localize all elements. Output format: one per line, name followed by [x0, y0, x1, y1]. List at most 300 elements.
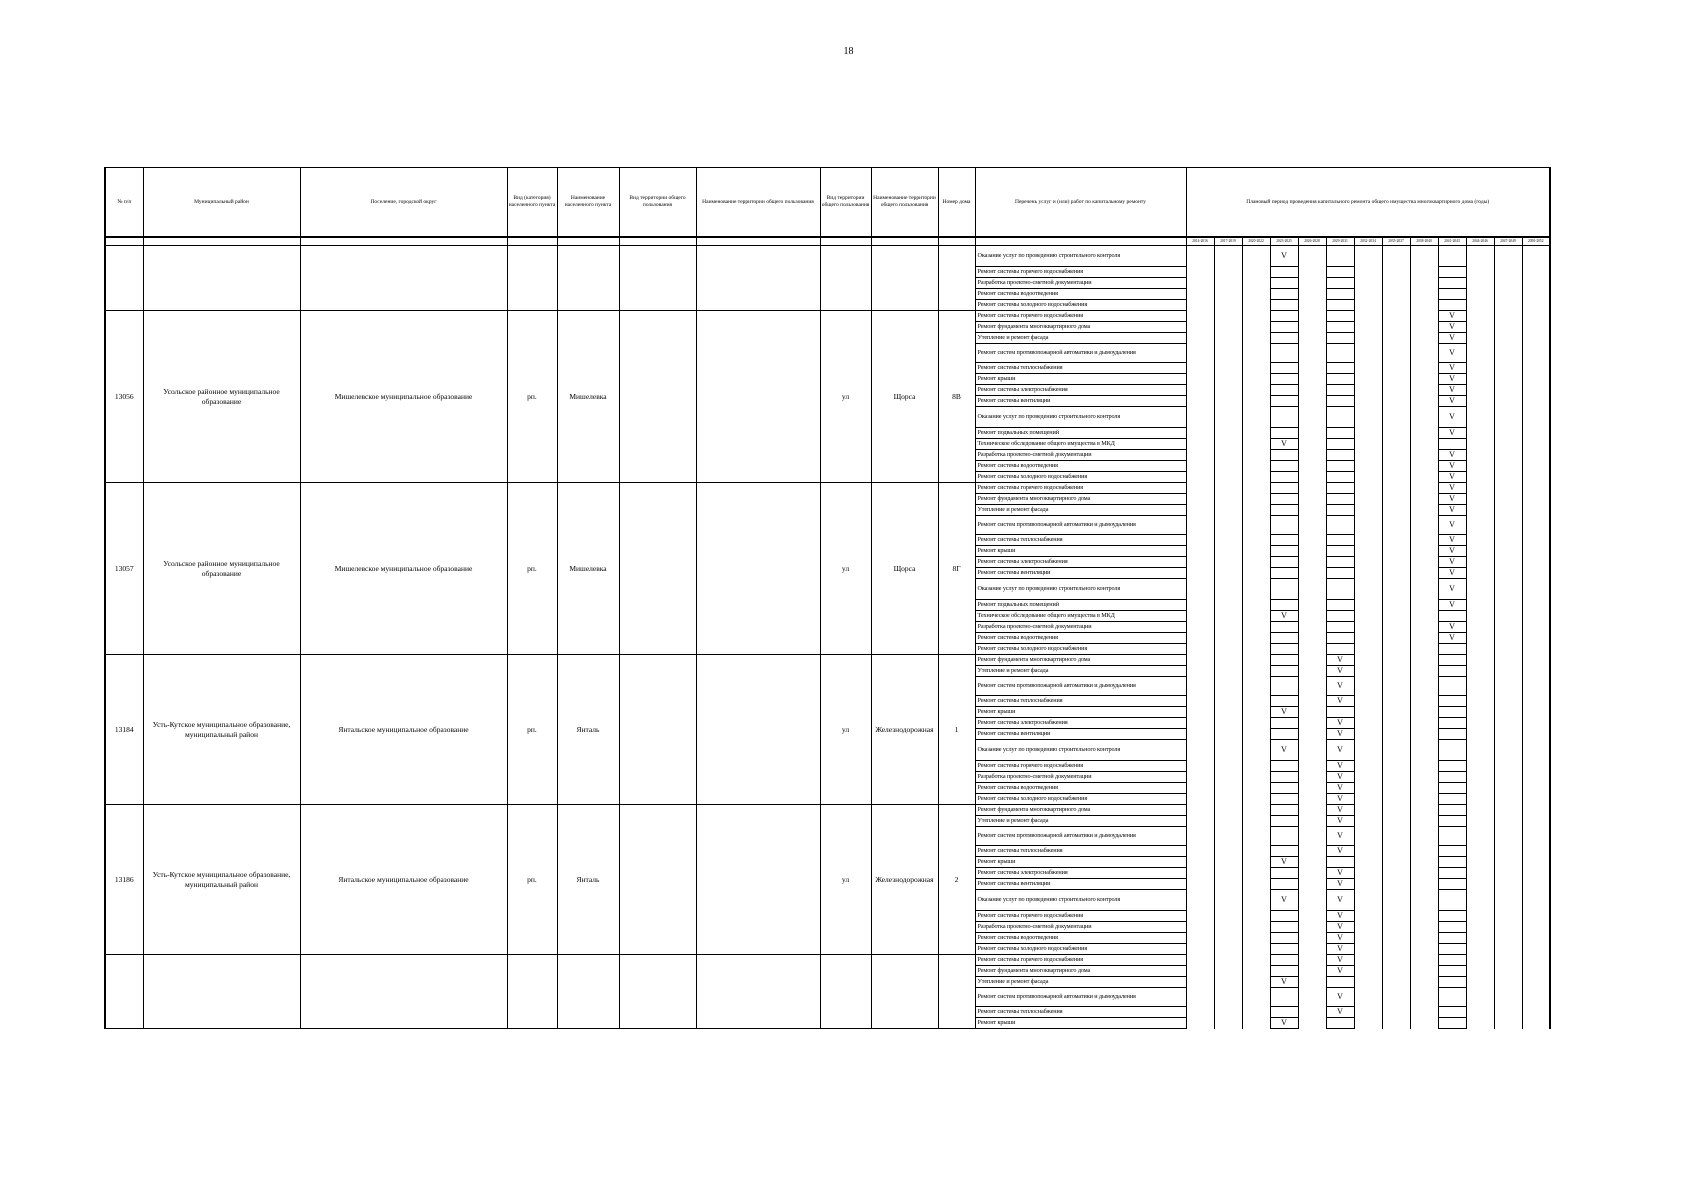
period-mark — [1494, 363, 1522, 374]
period-mark — [1410, 374, 1438, 385]
period-mark — [1186, 278, 1214, 289]
period-mark — [1186, 568, 1214, 579]
period-mark — [1522, 868, 1550, 879]
period-mark — [1298, 933, 1326, 944]
work-item: Ремонт крыши — [975, 857, 1186, 868]
period-mark — [1382, 846, 1410, 857]
period-mark — [1326, 857, 1354, 868]
period-mark — [1298, 707, 1326, 718]
period-mark — [1494, 300, 1522, 311]
period-mark — [1214, 827, 1242, 846]
works-blank — [975, 237, 1186, 246]
period-mark — [1186, 633, 1214, 644]
table-row — [105, 311, 1550, 322]
period-mark — [1354, 289, 1382, 300]
work-item: Ремонт систем противопожарной автоматики и дымоудаления — [975, 516, 1186, 535]
period-mark — [1466, 246, 1494, 267]
period-mark — [1438, 955, 1466, 966]
period-mark — [1522, 546, 1550, 557]
period-mark — [1466, 816, 1494, 827]
cell-house: 8Г — [938, 483, 975, 655]
period-mark — [1410, 333, 1438, 344]
period-mark — [1354, 568, 1382, 579]
period-mark — [1214, 666, 1242, 677]
period-mark — [1494, 761, 1522, 772]
period-mark — [1522, 516, 1550, 535]
work-item: Разработка проектно-сметной документации — [975, 450, 1186, 461]
period-mark — [1466, 677, 1494, 696]
cell-locality-type — [507, 246, 557, 311]
period-mark — [1298, 494, 1326, 505]
work-item: Ремонт системы теплоснабжения — [975, 1007, 1186, 1018]
work-item: Ремонт фундамента многоквартирного дома — [975, 655, 1186, 666]
period-mark — [1186, 611, 1214, 622]
period-mark — [1494, 857, 1522, 868]
period-mark — [1466, 655, 1494, 666]
period-mark — [1186, 450, 1214, 461]
table-row — [105, 655, 1550, 666]
period-mark — [1354, 857, 1382, 868]
period-mark — [1354, 407, 1382, 428]
cell-locality-name — [557, 955, 619, 1029]
period-mark — [1494, 333, 1522, 344]
period-mark: V — [1438, 363, 1466, 374]
period-mark — [1522, 344, 1550, 363]
period-mark — [1298, 505, 1326, 516]
period-mark — [1494, 729, 1522, 740]
period-mark — [1522, 483, 1550, 494]
period-mark — [1242, 666, 1270, 677]
period-mark — [1466, 794, 1494, 805]
period-mark — [1298, 611, 1326, 622]
period-mark — [1298, 922, 1326, 933]
period-mark — [1438, 740, 1466, 761]
table-body — [105, 237, 1550, 1029]
period-mark — [1522, 322, 1550, 333]
period-mark — [1186, 890, 1214, 911]
period-mark — [1438, 933, 1466, 944]
period-mark — [1494, 289, 1522, 300]
period-mark — [1242, 955, 1270, 966]
period-mark — [1354, 772, 1382, 783]
cell-num — [105, 237, 143, 246]
period-mark — [1326, 644, 1354, 655]
period-mark — [1354, 374, 1382, 385]
period-mark — [1438, 868, 1466, 879]
work-item: Ремонт системы горячего водоснабжения — [975, 267, 1186, 278]
period-mark — [1466, 428, 1494, 439]
period-mark — [1438, 278, 1466, 289]
header-period: Плановый период проведения капитального ремонта общего имущества многоквартирного дома (годы) — [1186, 168, 1550, 238]
period-mark — [1466, 300, 1494, 311]
period-mark — [1522, 300, 1550, 311]
period-mark — [1354, 579, 1382, 600]
period-mark — [1382, 428, 1410, 439]
period-mark — [1214, 472, 1242, 483]
period-mark — [1354, 718, 1382, 729]
period-mark — [1242, 644, 1270, 655]
period-mark: V — [1326, 846, 1354, 857]
period-mark — [1298, 600, 1326, 611]
year-label: 2020-2022 — [1242, 237, 1270, 246]
period-mark: V — [1438, 557, 1466, 568]
work-item: Техническое обследование общего имущества в МКД — [975, 611, 1186, 622]
period-mark — [1214, 535, 1242, 546]
period-mark — [1494, 805, 1522, 816]
period-mark — [1186, 740, 1214, 761]
period-mark — [1494, 246, 1522, 267]
header-num: № п/п — [105, 168, 143, 238]
period-mark — [1466, 783, 1494, 794]
work-item: Ремонт систем противопожарной автоматики и дымоудаления — [975, 988, 1186, 1007]
period-mark — [1298, 535, 1326, 546]
period-mark — [1522, 666, 1550, 677]
period-mark: V — [1438, 579, 1466, 600]
period-mark — [1494, 868, 1522, 879]
period-mark — [1354, 483, 1382, 494]
period-mark — [1494, 579, 1522, 600]
period-mark — [1410, 816, 1438, 827]
period-mark — [1494, 655, 1522, 666]
period-mark — [1214, 300, 1242, 311]
period-mark — [1214, 846, 1242, 857]
period-mark — [1494, 666, 1522, 677]
work-item: Ремонт системы электроснабжения — [975, 385, 1186, 396]
cell-street-name: Железнодорожная — [871, 805, 938, 955]
period-mark: V — [1438, 374, 1466, 385]
period-mark — [1214, 761, 1242, 772]
work-item: Ремонт подвальных помещений — [975, 428, 1186, 439]
period-mark — [1214, 483, 1242, 494]
cell-locality-name — [557, 237, 619, 246]
period-mark — [1214, 289, 1242, 300]
period-mark — [1242, 988, 1270, 1007]
period-mark — [1214, 344, 1242, 363]
work-item: Ремонт системы теплоснабжения — [975, 696, 1186, 707]
period-mark — [1382, 557, 1410, 568]
period-mark — [1466, 344, 1494, 363]
period-mark — [1298, 794, 1326, 805]
period-mark — [1410, 311, 1438, 322]
period-mark — [1382, 868, 1410, 879]
period-mark — [1382, 568, 1410, 579]
period-mark — [1298, 857, 1326, 868]
period-mark — [1466, 579, 1494, 600]
year-label: 2041-2043 — [1438, 237, 1466, 246]
period-mark — [1186, 911, 1214, 922]
period-mark — [1382, 246, 1410, 267]
work-item: Оказание услуг по проведению строительного контроля — [975, 246, 1186, 267]
period-mark — [1186, 407, 1214, 428]
period-mark — [1242, 827, 1270, 846]
period-mark — [1326, 344, 1354, 363]
period-mark: V — [1438, 461, 1466, 472]
cell-street-name — [871, 246, 938, 311]
period-mark — [1410, 827, 1438, 846]
period-mark — [1382, 1018, 1410, 1029]
period-mark — [1214, 633, 1242, 644]
work-item: Разработка проектно-сметной документации — [975, 622, 1186, 633]
period-mark — [1298, 579, 1326, 600]
period-mark — [1438, 879, 1466, 890]
period-mark — [1382, 461, 1410, 472]
period-mark — [1522, 846, 1550, 857]
period-mark — [1326, 505, 1354, 516]
period-mark — [1410, 944, 1438, 955]
period-mark: V — [1326, 729, 1354, 740]
period-mark — [1186, 246, 1214, 267]
period-mark — [1270, 300, 1298, 311]
period-mark: V — [1270, 740, 1298, 761]
period-mark — [1186, 655, 1214, 666]
period-mark — [1410, 535, 1438, 546]
cell-street-name: Железнодорожная — [871, 655, 938, 805]
period-mark — [1242, 783, 1270, 794]
period-mark — [1382, 385, 1410, 396]
period-mark — [1298, 761, 1326, 772]
period-mark — [1242, 729, 1270, 740]
period-mark — [1438, 783, 1466, 794]
cell-district — [143, 955, 300, 1029]
period-mark — [1522, 428, 1550, 439]
period-mark: V — [1438, 483, 1466, 494]
period-mark — [1354, 988, 1382, 1007]
period-mark — [1186, 783, 1214, 794]
cell-street-type — [820, 237, 871, 246]
period-mark — [1270, 988, 1298, 1007]
period-mark: V — [1270, 707, 1298, 718]
period-mark — [1326, 450, 1354, 461]
period-mark — [1354, 955, 1382, 966]
year-label: 2047-2049 — [1494, 237, 1522, 246]
period-mark — [1410, 922, 1438, 933]
period-mark — [1214, 407, 1242, 428]
period-mark — [1494, 568, 1522, 579]
period-mark — [1466, 600, 1494, 611]
period-mark — [1466, 696, 1494, 707]
period-mark — [1466, 505, 1494, 516]
period-mark — [1298, 1018, 1326, 1029]
cell-num: 13186 — [105, 805, 143, 955]
period-mark — [1354, 311, 1382, 322]
period-mark — [1326, 439, 1354, 450]
period-mark — [1270, 461, 1298, 472]
period-mark — [1522, 535, 1550, 546]
period-mark — [1354, 655, 1382, 666]
work-item: Ремонт крыши — [975, 374, 1186, 385]
period-mark — [1242, 816, 1270, 827]
period-mark — [1466, 289, 1494, 300]
period-mark — [1270, 516, 1298, 535]
period-mark — [1214, 944, 1242, 955]
cell-street-type: ул — [820, 805, 871, 955]
period-mark — [1270, 579, 1298, 600]
period-mark — [1494, 311, 1522, 322]
work-item: Ремонт крыши — [975, 1018, 1186, 1029]
period-mark — [1410, 761, 1438, 772]
period-mark — [1354, 911, 1382, 922]
years-row — [105, 237, 1550, 246]
period-mark — [1354, 922, 1382, 933]
period-mark — [1494, 879, 1522, 890]
period-mark: V — [1270, 1018, 1298, 1029]
period-mark — [1410, 450, 1438, 461]
period-mark — [1522, 707, 1550, 718]
cell-locality-name: Янталь — [557, 655, 619, 805]
period-mark — [1298, 955, 1326, 966]
period-mark — [1522, 933, 1550, 944]
period-mark — [1186, 535, 1214, 546]
period-mark — [1466, 311, 1494, 322]
period-mark — [1522, 278, 1550, 289]
period-mark — [1298, 729, 1326, 740]
work-item: Ремонт систем противопожарной автоматики и дымоудаления — [975, 344, 1186, 363]
period-mark — [1214, 622, 1242, 633]
period-mark — [1242, 322, 1270, 333]
work-item: Ремонт системы водоотведения — [975, 933, 1186, 944]
period-mark — [1186, 933, 1214, 944]
period-mark — [1438, 439, 1466, 450]
period-mark — [1522, 289, 1550, 300]
period-mark: V — [1270, 977, 1298, 988]
period-mark — [1354, 846, 1382, 857]
period-mark — [1466, 363, 1494, 374]
period-mark — [1522, 772, 1550, 783]
period-mark — [1494, 611, 1522, 622]
period-mark: V — [1270, 611, 1298, 622]
work-item: Ремонт системы горячего водоснабжения — [975, 483, 1186, 494]
period-mark — [1522, 267, 1550, 278]
period-mark: V — [1326, 911, 1354, 922]
work-item: Ремонт системы горячего водоснабжения — [975, 311, 1186, 322]
period-mark — [1242, 933, 1270, 944]
period-mark — [1326, 289, 1354, 300]
period-mark — [1410, 857, 1438, 868]
period-mark — [1410, 363, 1438, 374]
period-mark: V — [1326, 677, 1354, 696]
period-mark — [1298, 988, 1326, 1007]
period-mark: V — [1326, 666, 1354, 677]
year-label: 2017-2019 — [1214, 237, 1242, 246]
cell-num — [105, 955, 143, 1029]
period-mark — [1270, 783, 1298, 794]
period-mark: V — [1326, 805, 1354, 816]
work-item: Ремонт системы теплоснабжения — [975, 363, 1186, 374]
period-mark: V — [1438, 396, 1466, 407]
header-territory-type: Вид территории общего пользования — [619, 168, 696, 238]
period-mark — [1382, 289, 1410, 300]
period-mark: V — [1438, 385, 1466, 396]
cell-settlement: Мишелевское муниципальное образование — [300, 483, 507, 655]
period-mark — [1186, 644, 1214, 655]
period-mark: V — [1438, 333, 1466, 344]
period-mark — [1242, 911, 1270, 922]
period-mark — [1242, 794, 1270, 805]
period-mark — [1214, 879, 1242, 890]
period-mark — [1242, 246, 1270, 267]
period-mark — [1522, 740, 1550, 761]
period-mark — [1382, 677, 1410, 696]
period-mark — [1214, 396, 1242, 407]
period-mark — [1298, 677, 1326, 696]
period-mark: V — [1438, 407, 1466, 428]
period-mark — [1522, 644, 1550, 655]
period-mark: V — [1438, 535, 1466, 546]
period-mark — [1466, 729, 1494, 740]
header-row — [105, 168, 1550, 238]
period-mark — [1494, 944, 1522, 955]
cell-street-name: Щорса — [871, 483, 938, 655]
period-mark — [1242, 363, 1270, 374]
period-mark — [1242, 718, 1270, 729]
period-mark — [1494, 644, 1522, 655]
period-mark — [1186, 385, 1214, 396]
period-mark — [1494, 816, 1522, 827]
period-mark — [1410, 655, 1438, 666]
period-mark — [1214, 461, 1242, 472]
period-mark — [1494, 483, 1522, 494]
period-mark: V — [1326, 988, 1354, 1007]
period-mark — [1466, 846, 1494, 857]
period-mark — [1466, 267, 1494, 278]
period-mark — [1466, 827, 1494, 846]
period-mark — [1186, 322, 1214, 333]
period-mark — [1438, 289, 1466, 300]
period-mark: V — [1326, 655, 1354, 666]
period-mark: V — [1438, 546, 1466, 557]
cell-district: Усольское районное муниципальное образование — [143, 483, 300, 655]
period-mark — [1298, 740, 1326, 761]
period-mark — [1270, 794, 1298, 805]
period-mark — [1186, 483, 1214, 494]
period-mark — [1242, 472, 1270, 483]
period-mark — [1466, 278, 1494, 289]
period-mark — [1494, 740, 1522, 761]
work-item: Ремонт подвальных помещений — [975, 600, 1186, 611]
period-mark — [1466, 385, 1494, 396]
period-mark — [1270, 944, 1298, 955]
period-mark — [1494, 827, 1522, 846]
year-label: 2023-2025 — [1270, 237, 1298, 246]
period-mark — [1270, 879, 1298, 890]
period-mark — [1410, 966, 1438, 977]
period-mark — [1326, 300, 1354, 311]
period-mark — [1214, 816, 1242, 827]
cell-house: 8В — [938, 311, 975, 483]
period-mark — [1298, 805, 1326, 816]
period-mark — [1522, 794, 1550, 805]
period-mark — [1438, 944, 1466, 955]
cell-street-type: ул — [820, 655, 871, 805]
period-mark — [1466, 666, 1494, 677]
period-mark — [1186, 300, 1214, 311]
period-mark — [1186, 761, 1214, 772]
period-mark — [1270, 846, 1298, 857]
work-item: Ремонт систем противопожарной автоматики и дымоудаления — [975, 827, 1186, 846]
period-mark — [1522, 472, 1550, 483]
period-mark — [1326, 707, 1354, 718]
work-item: Оказание услуг по проведению строительного контроля — [975, 890, 1186, 911]
period-mark — [1214, 655, 1242, 666]
period-mark — [1214, 772, 1242, 783]
period-mark — [1494, 407, 1522, 428]
period-mark — [1298, 827, 1326, 846]
period-mark — [1466, 977, 1494, 988]
period-mark — [1214, 516, 1242, 535]
period-mark — [1242, 428, 1270, 439]
period-mark — [1270, 911, 1298, 922]
period-mark — [1410, 568, 1438, 579]
